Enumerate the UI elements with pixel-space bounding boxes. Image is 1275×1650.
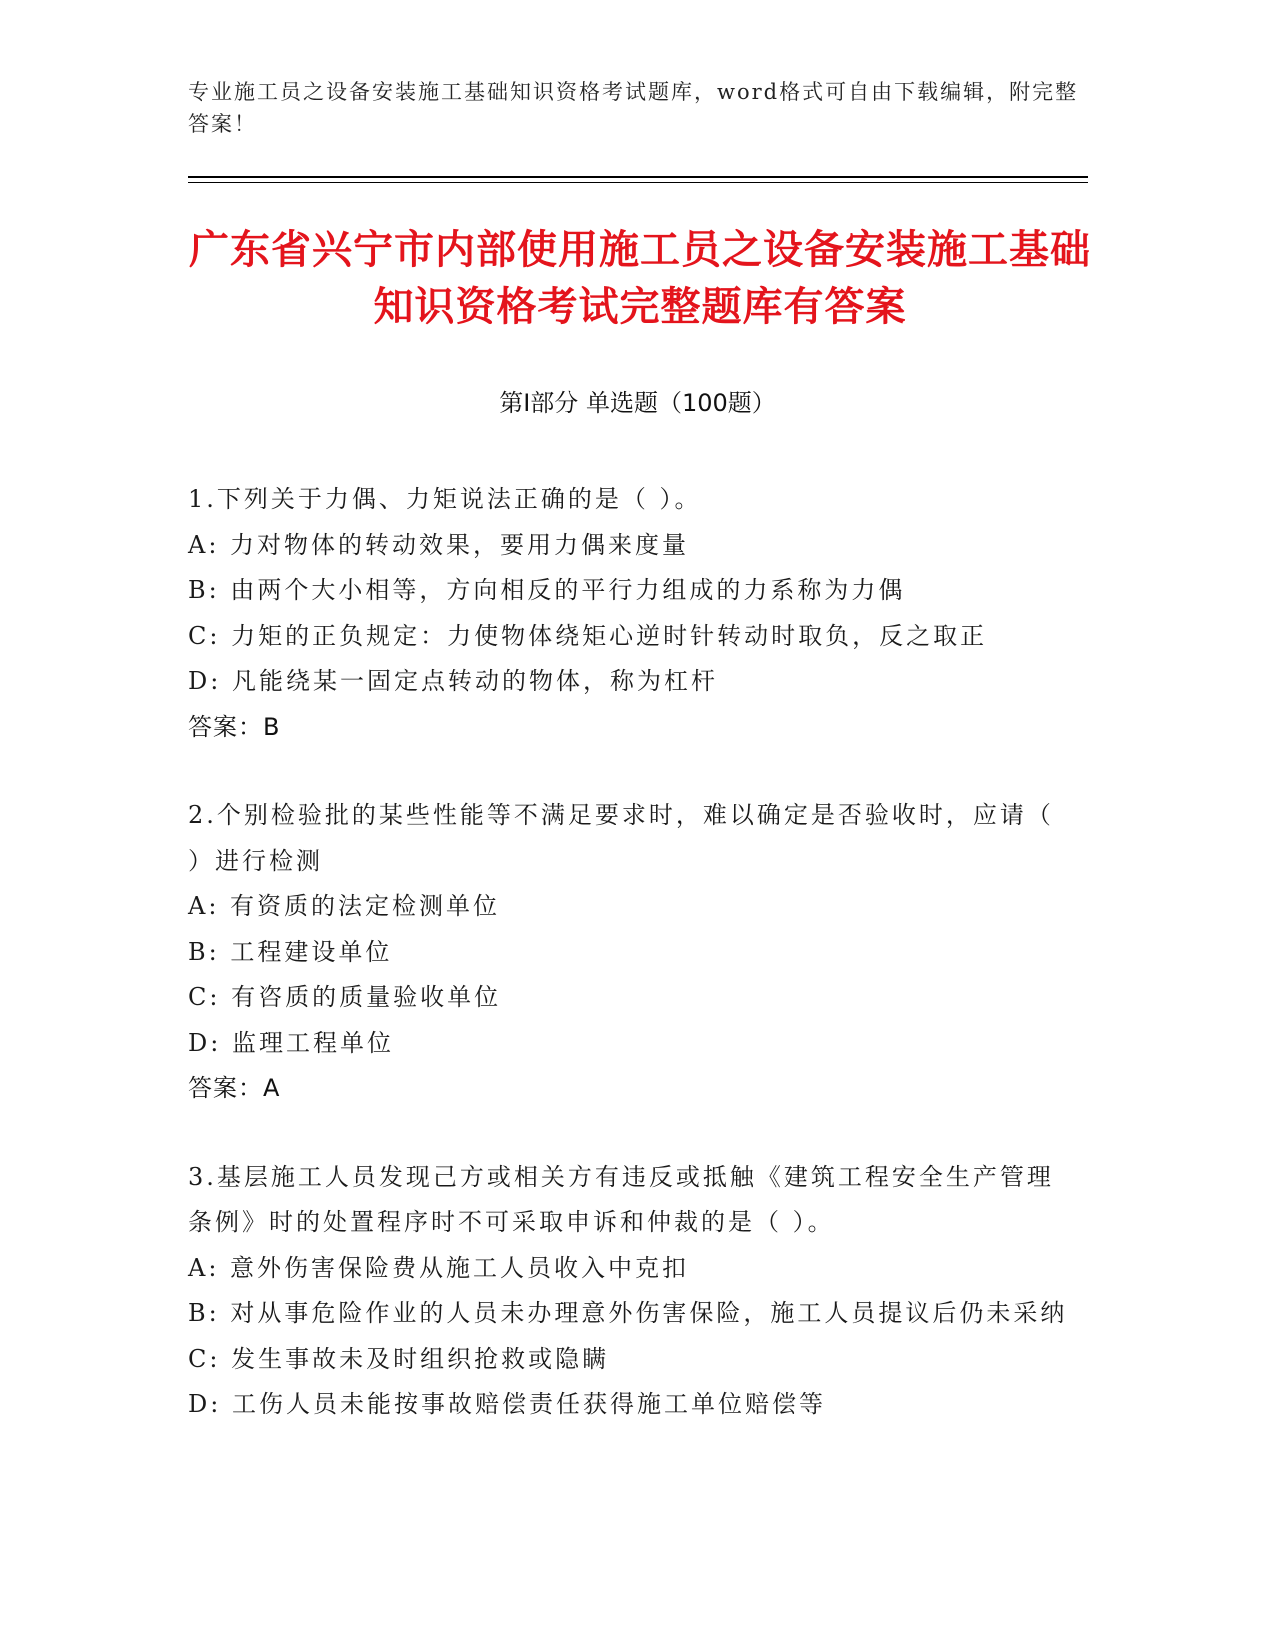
header-divider-thick	[188, 176, 1088, 178]
option-c: C: 有咨质的质量验收单位	[188, 983, 502, 1011]
header-note: 专业施工员之设备安装施工基础知识资格考试题库，word格式可自由下载编辑，附完整答案！	[188, 80, 1079, 136]
option-b: B: 由两个大小相等，方向相反的平行力组成的力系称为力偶	[188, 576, 906, 604]
question-stem: 3.基层施工人员发现己方或相关方有违反或抵触《建筑工程安全生产管理条例》时的处置程序时不可采取申诉和仲裁的是（ ）。	[188, 1162, 1054, 1236]
question-stem: 2.个别检验批的某些性能等不满足要求时，难以确定是否验收时，应请（ ）进行检测	[188, 801, 1054, 875]
option-d: D: 工伤人员未能按事故赔偿责任获得施工单位赔偿等	[188, 1390, 826, 1418]
option-a: A: 力对物体的转动效果，要用力偶来度量	[188, 530, 690, 559]
question-list	[188, 477, 1068, 1471]
option-b: B: 工程建设单位	[188, 937, 393, 966]
option-a: A: 有资质的法定检测单位	[188, 892, 501, 920]
option-d: D: 监理工程单位	[188, 1028, 394, 1057]
answer-line: 答案：A	[188, 1074, 281, 1102]
option-b: B: 对从事危险作业的人员未办理意外伤害保险，施工人员提议后仍未采纳	[188, 1299, 1068, 1327]
document-title: 广东省兴宁市内部使用施工员之设备安装施工基础知识资格考试完整题库有答案	[189, 227, 1091, 330]
section-heading: 第I部分 单选题（100题）	[499, 389, 776, 417]
question-2	[188, 793, 1068, 1112]
option-c: C: 发生事故未及时组织抢救或隐瞒	[188, 1344, 610, 1373]
header-divider-thin	[188, 182, 1088, 183]
answer-line: 答案：B	[188, 712, 281, 741]
option-d: D: 凡能绕某一固定点转动的物体，称为杠杆	[188, 667, 718, 695]
question-3	[188, 1155, 1068, 1428]
option-a: A: 意外伤害保险费从施工人员收入中克扣	[188, 1253, 690, 1282]
question-1	[188, 477, 1068, 750]
option-c: C: 力矩的正负规定：力使物体绕矩心逆时针转动时取负，反之取正	[188, 621, 988, 650]
question-stem: 1.下列关于力偶、力矩说法正确的是（ ）。	[188, 485, 702, 513]
